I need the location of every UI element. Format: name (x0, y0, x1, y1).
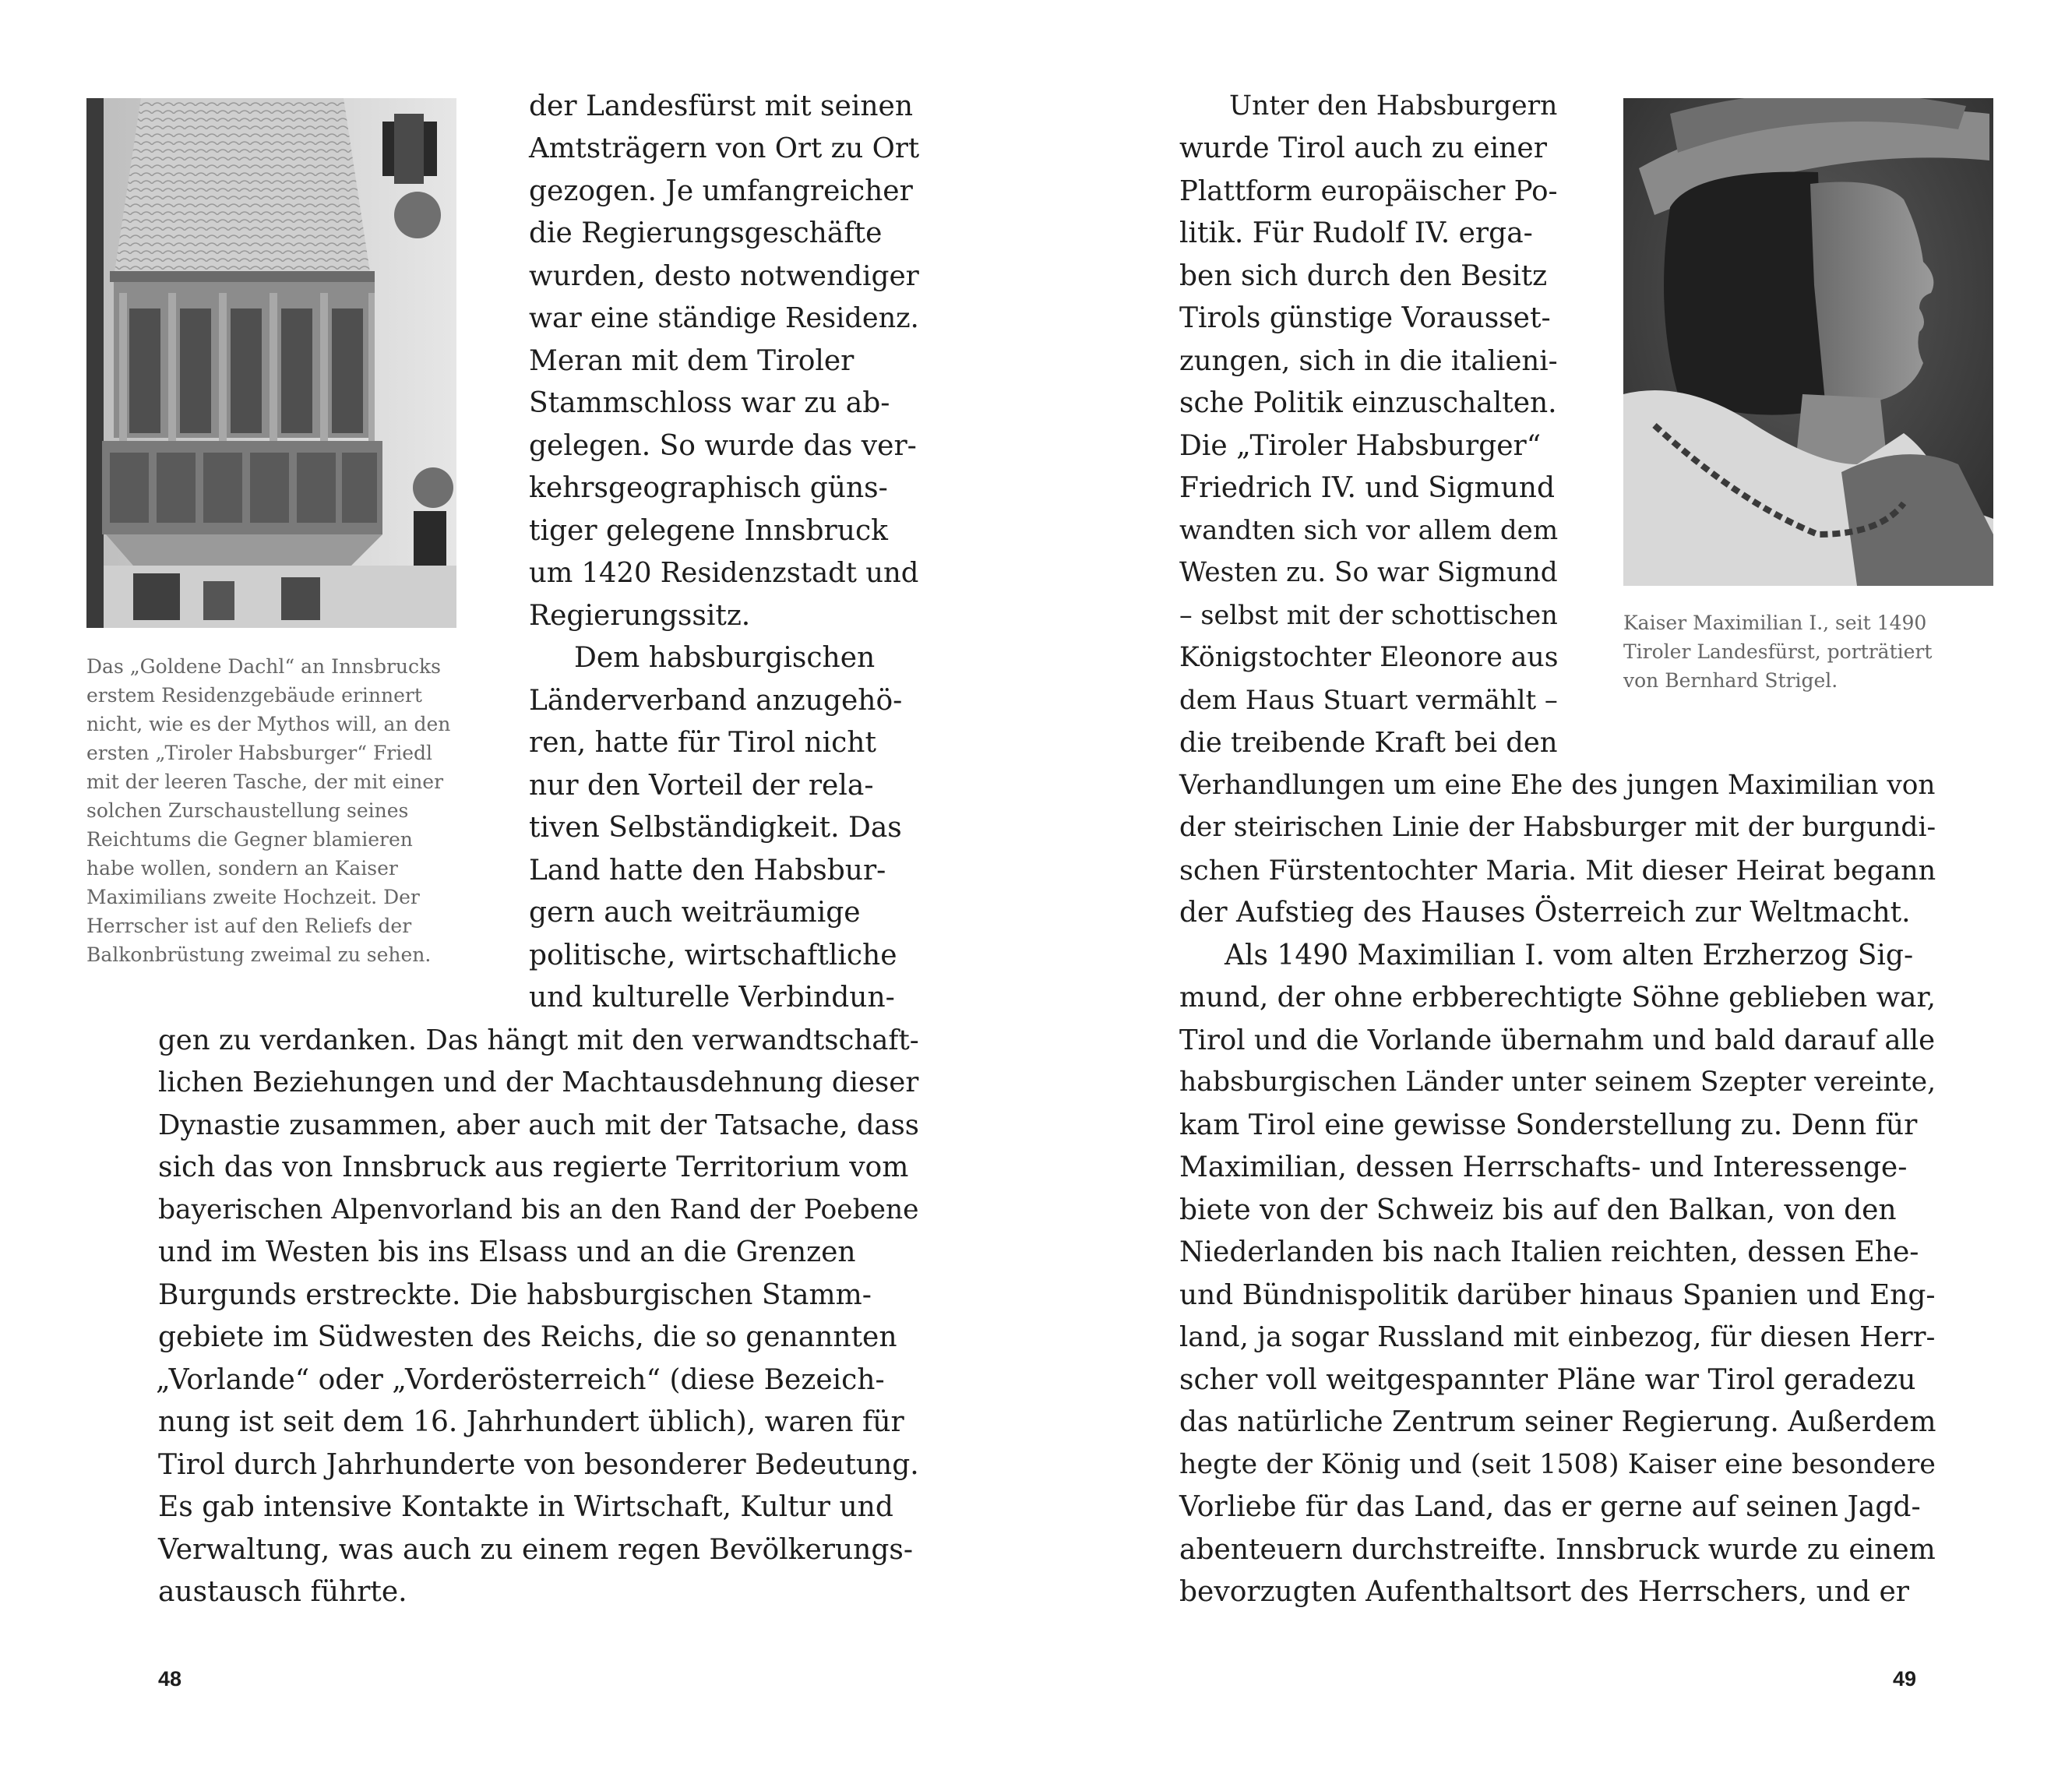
body-text-line: tiven Selbständigkeit. Das (529, 812, 902, 844)
body-text-line: Königstochter Eleonore aus (1179, 642, 1559, 673)
photo-caption-line: erstem Residenzgebäude erinnert (86, 684, 422, 707)
body-text-line: zungen, sich in die italieni- (1179, 345, 1558, 377)
body-text-line: Westen zu. So war Sigmund (1179, 557, 1558, 588)
body-text-line: „Vorlande“ oder „Vorderösterreich“ (diese Bezeich- (156, 1364, 885, 1396)
photo-caption-line: Maximilians zweite Hochzeit. Der (86, 886, 420, 908)
body-text-line: Vorliebe für das Land, das er gerne auf seinen Jagd- (1179, 1491, 1921, 1523)
photo-caption-line: Balkonbrüstung zweimal zu sehen. (86, 943, 432, 966)
body-text-line: Unter den Habsburgern (1229, 90, 1558, 122)
body-text-line: habsburgischen Länder unter seinem Szepter vereinte, (1179, 1067, 1936, 1098)
goldenes-dachl-photo (86, 98, 456, 628)
body-text-line: kehrsgeographisch güns- (529, 472, 888, 504)
body-text-line: Tirol durch Jahrhunderte von besonderer Bedeutung. (158, 1449, 919, 1481)
body-text-line: nur den Vorteil der rela- (529, 770, 874, 802)
photo-caption-line: mit der leeren Tasche, der mit einer (86, 770, 444, 793)
body-text-line: Niederlanden bis nach Italien reichten, dessen Ehe- (1179, 1236, 1919, 1268)
body-text-line: gern auch weiträumige (529, 897, 861, 929)
body-text-line: politische, wirtschaftliche (529, 940, 897, 971)
body-text-line: der Landesfürst mit seinen (529, 90, 914, 122)
body-text-line: sche Politik einzuschalten. (1179, 387, 1557, 419)
body-text-line: Dynastie zusammen, aber auch mit der Tatsache, dass (158, 1109, 919, 1141)
body-text-line: abenteuern durchstreifte. Innsbruck wurde zu einem (1179, 1534, 1936, 1566)
body-text-line: Länderverband anzugehö- (529, 685, 903, 717)
body-text-line: die Regierungsgeschäfte (529, 217, 883, 249)
body-text-line: Plattform europäischer Po- (1179, 175, 1558, 207)
body-text-line: biete von der Schweiz bis auf den Balkan, von den (1179, 1194, 1897, 1226)
photo-caption-line: nicht, wie es der Mythos will, an den (86, 713, 451, 735)
body-text-line: Es gab intensive Kontakte in Wirtschaft, Kultur und (158, 1491, 893, 1523)
body-text-line: lichen Beziehungen und der Machtausdehnung dieser (158, 1067, 919, 1098)
body-text-line: und im Westen bis ins Elsass und an die Grenzen (158, 1236, 856, 1268)
body-text-line: wurde Tirol auch zu einer (1179, 132, 1547, 164)
body-text-line: Burgunds erstreckte. Die habsburgischen Stamm- (158, 1279, 872, 1311)
body-text-line: litik. Für Rudolf IV. erga- (1179, 217, 1533, 249)
body-text-line: die treibende Kraft bei den (1179, 727, 1558, 759)
body-text-line: hegte der König und (seit 1508) Kaiser eine besondere (1179, 1449, 1936, 1480)
body-text-line: nung ist seit dem 16. Jahrhundert üblich), waren für (158, 1406, 904, 1438)
body-text-line: schen Fürstentochter Maria. Mit dieser Heirat begann (1179, 855, 1936, 887)
photo-caption-line: habe wollen, sondern an Kaiser (86, 857, 398, 880)
body-text-line: und kulturelle Verbindun- (529, 982, 895, 1014)
page-number-right: 49 (1893, 1667, 1917, 1691)
body-text-line: das natürliche Zentrum seiner Regierung. Außerdem (1179, 1406, 1936, 1438)
body-text-line: Verhandlungen um eine Ehe des jungen Maximilian von (1179, 770, 1936, 801)
body-text-line: Maximilian, dessen Herrschafts- und Interessenge- (1179, 1151, 1908, 1183)
body-text-line: Amtsträgern von Ort zu Ort (529, 132, 920, 164)
photo-caption-line: Kaiser Maximilian I., seit 1490 (1623, 612, 1927, 634)
body-text-line: Als 1490 Maximilian I. vom alten Erzherzog Sig- (1225, 940, 1914, 971)
body-text-line: Dem habsburgischen (574, 642, 876, 674)
body-text-line: land, ja sogar Russland mit einbezog, für diesen Herr- (1179, 1321, 1936, 1353)
body-text-line: Regierungssitz. (529, 600, 751, 632)
photo-caption-line: Reichtums die Gegner blamieren (86, 828, 413, 851)
body-text-line: Verwaltung, was auch zu einem regen Bevölkerungs- (158, 1534, 914, 1566)
maximilian-portrait-photo (1623, 98, 1993, 586)
body-text-line: Tirols günstige Vorausset- (1179, 302, 1551, 334)
photo-caption-line: Tiroler Landesfürst, porträtiert (1623, 640, 1933, 663)
photo-caption-line: Herrscher ist auf den Reliefs der (86, 915, 412, 937)
photo-caption-line: solchen Zurschaustellung seines (86, 799, 409, 822)
photo-caption-line: Das „Goldene Dachl“ an Innsbrucks (86, 655, 442, 678)
body-text-line: gen zu verdanken. Das hängt mit den verwandtschaft- (158, 1024, 919, 1056)
body-text-line: ren, hatte für Tirol nicht (529, 727, 876, 759)
body-text-line: bevorzugten Aufenthaltsort des Herrschers, und er (1179, 1576, 1909, 1608)
body-text-line: Land hatte den Habsbur- (529, 855, 886, 887)
page-number-left: 48 (158, 1667, 182, 1691)
body-text-line: Friedrich IV. und Sigmund (1179, 472, 1556, 504)
body-text-line: Tirol und die Vorlande übernahm und bald darauf alle (1179, 1024, 1936, 1056)
body-text-line: tiger gelegene Innsbruck (529, 515, 888, 547)
body-text-line: und Bündnispolitik darüber hinaus Spanien und Eng- (1179, 1279, 1936, 1311)
body-text-line: – selbst mit der schottischen (1179, 600, 1558, 630)
body-text-line: der steirischen Linie der Habsburger mit der burgundi- (1179, 812, 1936, 843)
body-text-line: dem Haus Stuart vermählt – (1179, 685, 1558, 715)
body-text-line: Die „Tiroler Habsburger“ (1179, 430, 1542, 462)
body-text-line: Meran mit dem Tiroler (529, 345, 855, 377)
body-text-line: gelegen. So wurde das ver- (529, 430, 917, 462)
body-text-line: der Aufstieg des Hauses Österreich zur Weltmacht. (1179, 897, 1911, 929)
photo-caption-line: ersten „Tiroler Habsburger“ Friedl (86, 742, 433, 764)
body-text-line: um 1420 Residenzstadt und (529, 557, 919, 589)
body-text-line: gezogen. Je umfangreicher (529, 175, 913, 207)
body-text-line: austausch führte. (158, 1576, 407, 1608)
body-text-line: wurden, desto notwendiger (529, 260, 919, 292)
body-text-line: bayerischen Alpenvorland bis an den Rand der Poebene (158, 1194, 919, 1225)
body-text-line: wandten sich vor allem dem (1179, 515, 1559, 546)
body-text-line: kam Tirol eine gewisse Sonderstellung zu. Denn für (1179, 1109, 1918, 1141)
body-text-line: mund, der ohne erbberechtigte Söhne geblieben war, (1179, 982, 1936, 1014)
body-text-line: ben sich durch den Besitz (1179, 260, 1548, 292)
body-text-line: sich das von Innsbruck aus regierte Territorium vom (158, 1151, 909, 1183)
body-text-line: Stammschloss war zu ab- (529, 387, 890, 419)
body-text-line: scher voll weitgespannter Pläne war Tirol geradezu (1179, 1364, 1916, 1396)
photo-caption-line: von Bernhard Strigel. (1623, 669, 1838, 692)
body-text-line: gebiete im Südwesten des Reichs, die so genannten (158, 1321, 897, 1353)
body-text-line: war eine ständige Residenz. (529, 302, 919, 334)
